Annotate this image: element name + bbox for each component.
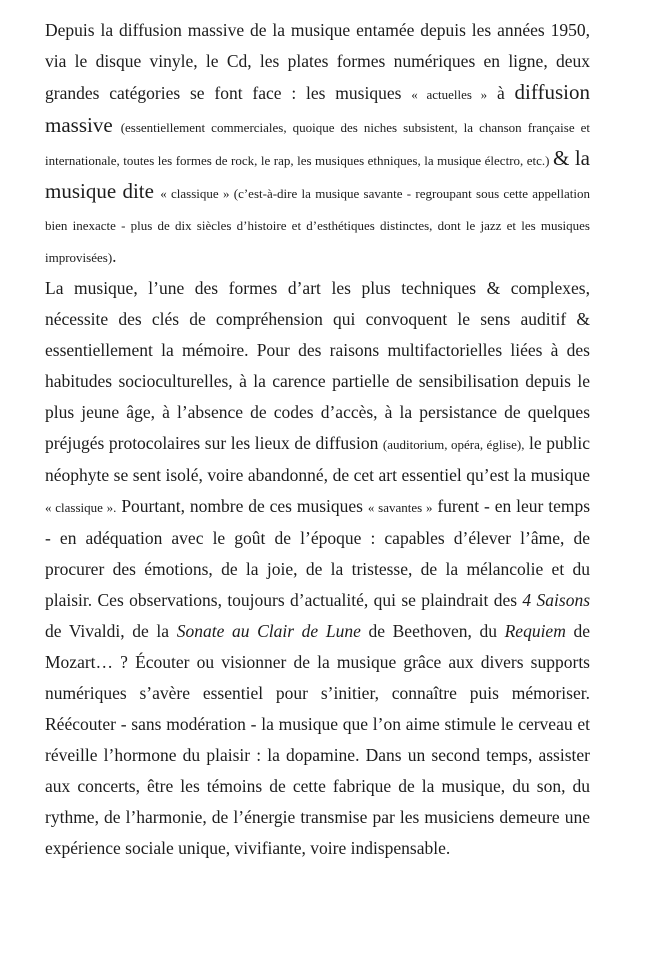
paragraph-1 <box>45 15 590 273</box>
text-run-large: & la musique dite <box>45 146 590 203</box>
text-run-body: de Beethoven, du <box>360 621 505 641</box>
text-run-small: (auditorium, opéra, église), <box>382 437 525 452</box>
text-run-body: Depuis la diffusion massive de la musique entamée depuis les années 1950, via le disque vinyle, le Cd, les plates formes numériques en ligne, deux grandes catégories se font face : les musiques <box>45 20 590 103</box>
text-run-italic: Requiem <box>504 621 566 641</box>
text-run-italic: 4 Saisons <box>522 590 590 610</box>
text-run-small: « actuelles » <box>411 87 488 102</box>
text-run-body: Pourtant, nombre de ces musiques <box>116 496 368 516</box>
text-run-small: « savantes » <box>367 500 433 515</box>
text-run-body: de Vivaldi, de la <box>45 621 177 641</box>
text-run-large: diffusion massive <box>45 80 590 137</box>
text-run-body: le public néophyte se sent isolé, voire abandonné, de cet art essentiel qu’est la musique <box>45 433 590 485</box>
text-run-small: « classique » (c’est-à-dire la musique savante - regroupant sous cette appellation bien inexacte - plus de dix siècles d’histoire et d’esthétiques distinctes, dont le jazz et les musiques improvisées) <box>45 186 591 265</box>
text-run-small: (essentiellement commerciales, quoique des niches subsistent, la chanson française et internationale, toutes les formes de rock, le rap, les musiques ethniques, la musique électro, etc.) <box>45 120 591 168</box>
text-run-body: furent - en leur temps - en adéquation avec le goût de l’époque : capables d’élever l’âme, de procurer des émotions, de la joie, de la tristesse, de la mélancolie et du plaisir. Ces observations, toujours d’actualité, qui se plaindrait des <box>45 496 591 610</box>
text-run-body: de Mozart… ? Écouter ou visionner de la musique grâce aux divers supports numériques s’avère essentiel pour s’initier, connaître puis mémoriser. Réécouter - sans modération - la musique que l’on aime stimule le cerveau et réveille l’hormone du plaisir : la dopamine. Dans un second temps, assister aux concerts, être les témoins de cette fabrique de la musique, du son, du rythme, de l’harmonie, de l’énergie transmise par les musiciens demeure une expérience sociale unique, vivifiante, voire indispensable. <box>45 621 590 858</box>
text-run-body: . <box>112 246 117 266</box>
text-run-body: à <box>487 83 515 103</box>
paragraph-2 <box>45 273 590 864</box>
text-run-body: La musique, l’une des formes d’art les plus techniques & complexes, nécessite des clés de compréhension qui convoquent le sens auditif & essentiellement la mémoire. Pour des raisons multifactorielles liées à des habitudes socioculturelles, à la carence partielle de sensibilisation depuis le plus jeune âge, à l’absence de codes d’accès, à la persistance de quelques préjugés protocolaires sur les lieux de diffusion <box>45 278 590 453</box>
text-run-small: « classique ». <box>45 500 117 515</box>
text-run-italic: Sonate au Clair de Lune <box>176 621 361 641</box>
